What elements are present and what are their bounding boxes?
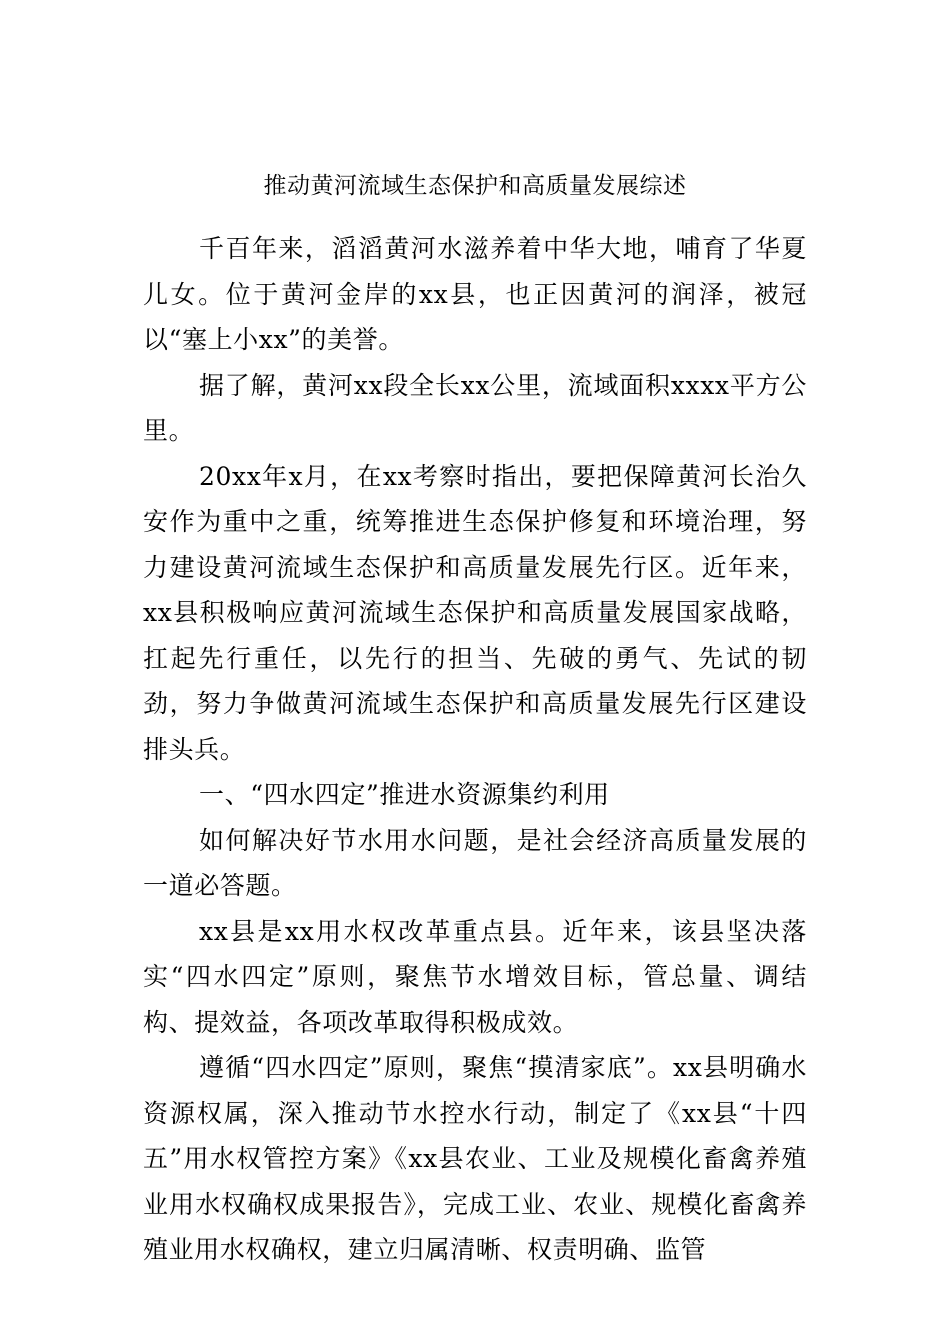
paragraph-intro: 千百年来，滔滔黄河水滋养着中华大地，哺育了华夏儿女。位于黄河金岸的xx县，也正因黄河的润泽，被冠以“塞上小xx”的美誉。 (143, 234, 807, 354)
paragraph-pilot-zone: 20xx年x月，在xx考察时指出，要把保障黄河长治久安作为重中之重，统筹推进生态保护修复和环境治理，努力建设黄河流域生态保护和高质量发展先行区。近年来，xx县积极响应黄河流域生态保护和高质量发展国家战略，扛起先行重任，以先行的担当、先破的勇气、先试的韧劲，努力争做黄河流域生态保护和高质量发展先行区建设排头兵。 (143, 461, 807, 764)
paragraph-length-area: 据了解，黄河xx段全长xx公里，流域面积xxxx平方公里。 (143, 370, 807, 445)
paragraph-principle: 遵循“四水四定”原则，聚焦“摸清家底”。xx县明确水资源权属，深入推动节水控水行动，制定了《xx县“十四五”用水权管控方案》《xx县农业、工业及规模化畜禽养殖业用水权确权成果报告》，完成工业、农业、规模化畜禽养殖业用水权确权，建立归属清晰、权责明确、监管 (143, 1053, 807, 1264)
paragraph-water-question: 如何解决好节水用水问题，是社会经济高质量发展的一道必答题。 (143, 825, 807, 900)
section-heading-1: 一、“四水四定”推进水资源集约利用 (199, 780, 610, 809)
document-title: 推动黄河流域生态保护和高质量发展综述 (263, 173, 687, 199)
paragraph-reform: xx县是xx用水权改革重点县。近年来，该县坚决落实“四水四定”原则，聚焦节水增效目标，管总量、调结构、提效益，各项改革取得积极成效。 (143, 916, 807, 1037)
document-body (143, 226, 807, 1273)
